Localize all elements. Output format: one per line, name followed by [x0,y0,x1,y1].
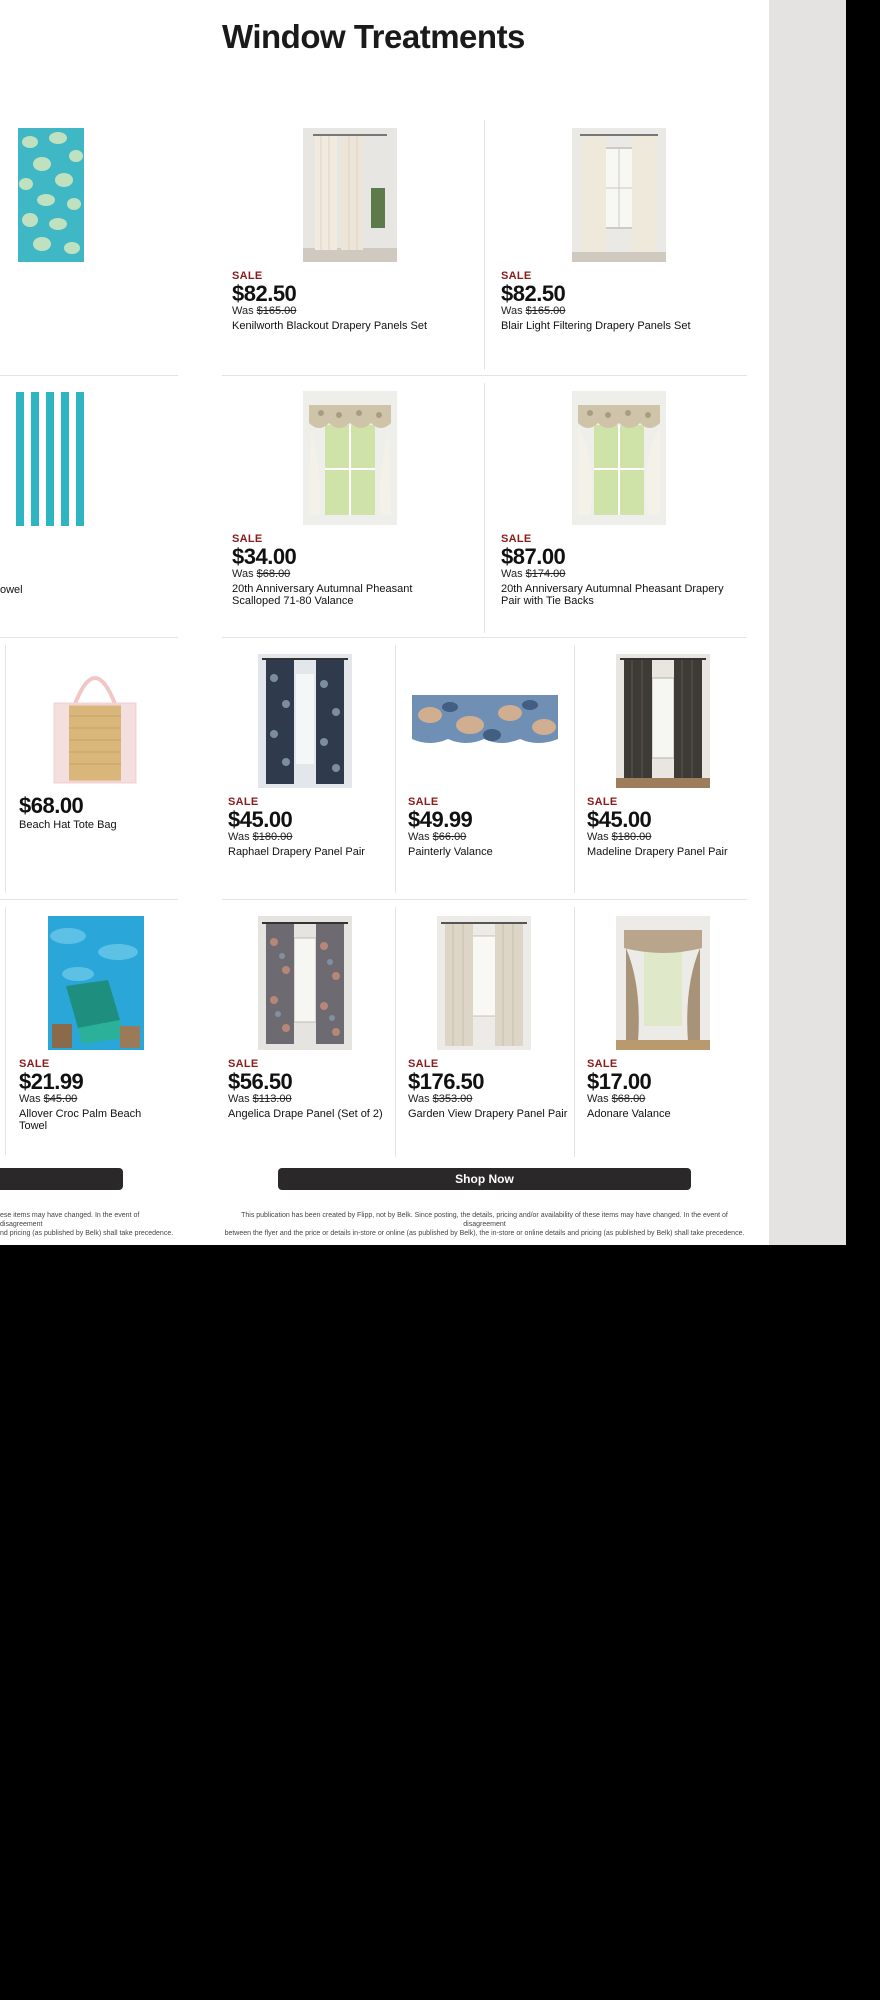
p9-price: $176.50 [408,1069,485,1094]
kenilworth-image[interactable] [303,128,397,262]
row-divider [0,899,178,900]
adonare-image[interactable] [616,916,710,1050]
pheasant-valance-image[interactable] [303,391,397,525]
p4-price: $87.00 [501,544,566,569]
fine-print: This publication has been created by Flipp, not by Belk. Since posting, the details, pricing and/or availability of these items may have changed. In the event of disagreement between the flyer and the price or details in-store or online (as published by Belk), the in-store or online details and pricing (as published by Belk) shall take precedence. [224,1212,745,1237]
row-divider [0,637,178,638]
p8-sale-label: SALE [228,1058,259,1070]
p6-price: $49.99 [408,807,473,832]
p5-name[interactable]: Raphael Drapery Panel Pair [228,846,365,858]
side-panel [769,0,846,1245]
p10-sale-label: SALE [587,1058,618,1070]
row-divider [222,637,747,638]
p7-name[interactable]: Madeline Drapery Panel Pair [587,846,728,858]
p6-sale-label: SALE [408,796,439,808]
fine-print-left: ese items may have changed. In the event of disagreement nd pricing (as published by Belk) shall take precedence. [0,1212,174,1237]
p6-was-price: Was $66.00 [408,831,467,843]
shell-towel-image[interactable] [18,128,84,262]
tote-price: $68.00 [19,793,84,818]
towel-name-fragment[interactable]: owel [0,584,23,596]
p1-name[interactable]: Kenilworth Blackout Drapery Panels Set [232,320,428,332]
tote-bag-image[interactable] [47,654,143,788]
column-divider [574,907,575,1157]
p2-name[interactable]: Blair Light Filtering Drapery Panels Set [501,320,691,332]
p3-sale-label: SALE [232,533,263,545]
p5-was-price: Was $180.00 [228,831,293,843]
shop-now-button[interactable]: Shop Now [278,1168,691,1190]
tote-name[interactable]: Beach Hat Tote Bag [19,819,117,831]
column-divider [5,645,6,893]
painterly-valance-image[interactable] [412,695,558,747]
madeline-image[interactable] [616,654,710,788]
column-divider [484,383,485,633]
p7-sale-label: SALE [587,796,618,808]
pheasant-drapery-image[interactable] [572,391,666,525]
p9-was-price: Was $353.00 [408,1093,473,1105]
blair-image[interactable] [572,128,666,262]
p1-sale-label: SALE [232,270,263,282]
croc-name[interactable]: Allover Croc Palm Beach Towel [19,1108,142,1132]
p4-sale-label: SALE [501,533,532,545]
column-divider [395,907,396,1157]
column-divider [484,120,485,370]
row-divider [0,375,178,376]
croc-price: $21.99 [19,1069,84,1094]
column-divider [574,645,575,893]
croc-was-price: Was $45.00 [19,1093,78,1105]
striped-towel-image[interactable] [16,392,84,526]
p10-was-price: Was $68.00 [587,1093,646,1105]
croc-towel-image[interactable] [48,916,144,1050]
p8-price: $56.50 [228,1069,293,1094]
row-divider [222,375,747,376]
p4-was-price: Was $174.00 [501,568,566,580]
p1-price: $82.50 [232,281,297,306]
page-title: Window Treatments [222,18,525,55]
row-divider [222,899,747,900]
column-divider [395,645,396,893]
shop-now-button-left[interactable] [0,1168,123,1190]
p3-price: $34.00 [232,544,297,569]
p2-price: $82.50 [501,281,566,306]
p5-sale-label: SALE [228,796,259,808]
p9-sale-label: SALE [408,1058,439,1070]
p8-was-price: Was $113.00 [228,1093,292,1105]
garden-view-image[interactable] [437,916,531,1050]
p5-price: $45.00 [228,807,293,832]
p7-price: $45.00 [587,807,652,832]
p9-name[interactable]: Garden View Drapery Panel Pair [408,1108,568,1120]
p1-was-price: Was $165.00 [232,305,297,317]
raphael-image[interactable] [258,654,352,788]
angelica-image[interactable] [258,916,352,1050]
column-divider [5,907,6,1155]
p3-was-price: Was $68.00 [232,568,291,580]
p2-sale-label: SALE [501,270,532,282]
p10-name[interactable]: Adonare Valance [587,1108,671,1120]
croc-sale-label: SALE [19,1058,50,1070]
p8-name[interactable]: Angelica Drape Panel (Set of 2) [228,1108,383,1120]
p2-was-price: Was $165.00 [501,305,566,317]
p7-was-price: Was $180.00 [587,831,652,843]
p10-price: $17.00 [587,1069,652,1094]
p3-name[interactable]: 20th Anniversary Autumnal Pheasant Scalloped 71-80 Valance [232,583,413,607]
p6-name[interactable]: Painterly Valance [408,846,493,858]
p4-name[interactable]: 20th Anniversary Autumnal Pheasant Drapery Pair with Tie Backs [501,583,724,607]
